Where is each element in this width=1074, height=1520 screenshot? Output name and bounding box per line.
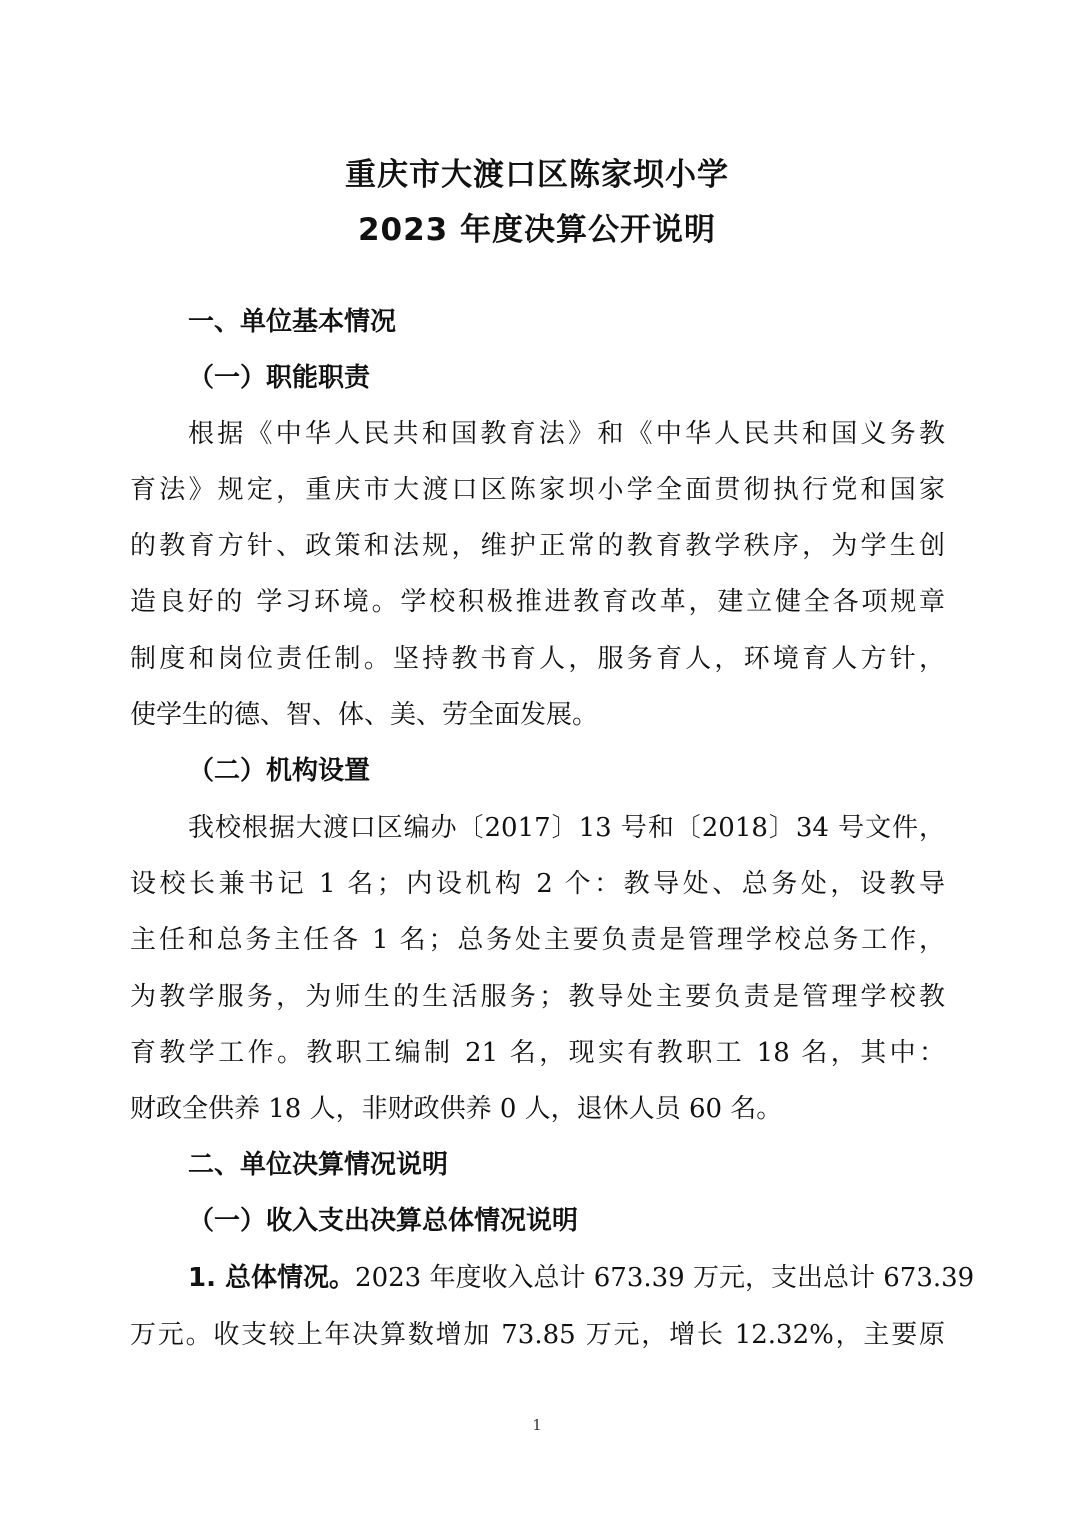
section1-sub1-heading: （一）职能职责 [188, 363, 371, 393]
section1-sub2-heading: （二）机构设置 [188, 756, 371, 786]
paragraph-line: 设校长兼书记 1 名；内设机构 2 个：教导处、总务处，设教导 [130, 869, 945, 899]
page-number: 1 [532, 1416, 542, 1434]
paragraph-line: 造良好的 学习环境。学校积极推进教育改革，建立健全各项规章 [130, 587, 945, 617]
section2-sub1-heading: （一）收入支出决算总体情况说明 [188, 1206, 579, 1236]
paragraph-lead: 1. 总体情况。 [188, 1263, 356, 1293]
paragraph-line: 万元。收支较上年决算数增加 73.85 万元，增长 12.32%，主要原 [130, 1320, 945, 1350]
paragraph-line: 育教学工作。教职工编制 21 名，现实有教职工 18 名，其中： [130, 1038, 945, 1068]
paragraph-line: 财政全供养 18 人，非财政供养 0 人，退休人员 60 名。 [130, 1094, 783, 1124]
section2-heading: 二、单位决算情况说明 [188, 1150, 449, 1180]
paragraph-line: 根据《中华人民共和国教育法》和《中华人民共和国义务教 [188, 419, 945, 449]
paragraph-line: 主任和总务主任各 1 名；总务处主要负责是管理学校总务工作， [130, 925, 945, 955]
paragraph-line: 使学生的德、智、体、美、劳全面发展。 [130, 700, 599, 730]
paragraph-text: 2023 年度收入总计 673.39 万元，支出总计 673.39 [355, 1263, 975, 1293]
document-title-line2: 2023 年度决算公开说明 [357, 212, 717, 248]
section1-heading: 一、单位基本情况 [188, 307, 397, 337]
paragraph-line: 我校根据大渡口区编办〔2017〕13 号和〔2018〕34 号文件， [188, 813, 945, 843]
document-title-line1: 重庆市大渡口区陈家坝小学 [345, 157, 729, 193]
paragraph-line: 制度和岗位责任制。坚持教书育人，服务育人，环境育人方针， [130, 644, 945, 674]
paragraph-line: 为教学服务，为师生的生活服务；教导处主要负责是管理学校教 [130, 982, 945, 1012]
paragraph-line [188, 1260, 975, 1296]
paragraph-line: 育法》规定，重庆市大渡口区陈家坝小学全面贯彻执行党和国家 [130, 475, 945, 505]
paragraph-line: 的教育方针、政策和法规，维护正常的教育教学秩序，为学生创 [130, 531, 945, 561]
